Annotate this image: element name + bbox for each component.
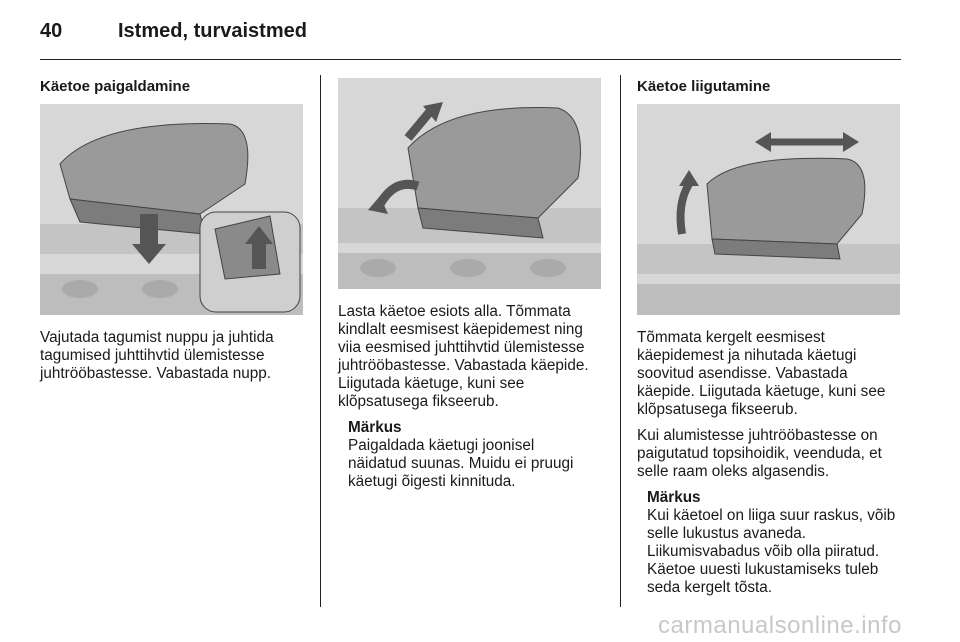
note-line: Käetoe uuesti lukustamiseks tuleb bbox=[647, 561, 879, 578]
text-line: kindlalt eesmisest käepidemest ning bbox=[338, 321, 583, 338]
column-1 bbox=[40, 78, 310, 96]
text-line: käepide. Liigutada käetuge, kuni see bbox=[637, 383, 886, 400]
section-heading-install: Käetoe paigaldamine bbox=[40, 78, 191, 95]
move-instructions bbox=[637, 329, 907, 597]
text-line: viia eesmised juhttihvtid ülemistesse bbox=[338, 339, 585, 356]
text-line: Lasta käetoe esiots alla. Tõmmata bbox=[338, 303, 571, 320]
watermark: carmanualsonline.info bbox=[658, 612, 902, 639]
text-line: klõpsatusega fikseerub. bbox=[338, 393, 499, 410]
armrest-install-illustration bbox=[40, 104, 303, 315]
install-instructions bbox=[40, 329, 310, 391]
note-box bbox=[637, 489, 907, 597]
page-number: 40 bbox=[40, 20, 63, 42]
text-line: Kui alumistesse juhtrööbastesse on bbox=[637, 427, 878, 444]
chapter-title: Istmed, turvaistmed bbox=[118, 20, 307, 42]
note-line: käetugi õigesti kinnituda. bbox=[348, 473, 516, 490]
text-line: klõpsatusega fikseerub. bbox=[637, 401, 798, 418]
armrest-lower-illustration bbox=[338, 78, 601, 289]
armrest-move-illustration bbox=[637, 104, 900, 315]
lower-instructions bbox=[338, 303, 610, 491]
text-line: käepidemest ja nihutada käetugi bbox=[637, 347, 857, 364]
column-divider-1 bbox=[320, 75, 321, 607]
note-box bbox=[338, 419, 610, 491]
section-heading-move: Käetoe liigutamine bbox=[637, 78, 771, 95]
column-divider-2 bbox=[620, 75, 621, 607]
text-line: Liigutada käetuge, kuni see bbox=[338, 375, 525, 392]
header-rule bbox=[40, 59, 901, 60]
column-3 bbox=[637, 78, 907, 96]
text-line: juhtrööbastesse. Vabastada käepide. bbox=[338, 357, 589, 374]
note-line: seda kergelt tõsta. bbox=[647, 579, 772, 596]
note-line: Paigaldada käetugi joonisel bbox=[348, 437, 535, 454]
text-line: Vajutada tagumist nuppu ja juhtida bbox=[40, 329, 274, 346]
note-title: Märkus bbox=[348, 419, 402, 436]
note-line: Liikumisvabadus võib olla piiratud. bbox=[647, 543, 880, 560]
text-line: selle raam oleks algasendis. bbox=[637, 463, 830, 480]
note-title: Märkus bbox=[647, 489, 701, 506]
note-line: Kui käetoel on liiga suur raskus, võib bbox=[647, 507, 896, 524]
text-line: paigutatud topsihoidik, veenduda, et bbox=[637, 445, 882, 462]
text-line: Tõmmata kergelt eesmisest bbox=[637, 329, 825, 346]
note-line: selle lukustus avaneda. bbox=[647, 525, 807, 542]
text-line: juhtrööbastesse. Vabastada nupp. bbox=[40, 365, 272, 382]
text-line: tagumised juhttihvtid ülemistesse bbox=[40, 347, 265, 364]
text-line: soovitud asendisse. Vabastada bbox=[637, 365, 848, 382]
note-line: näidatud suunas. Muidu ei pruugi bbox=[348, 455, 574, 472]
